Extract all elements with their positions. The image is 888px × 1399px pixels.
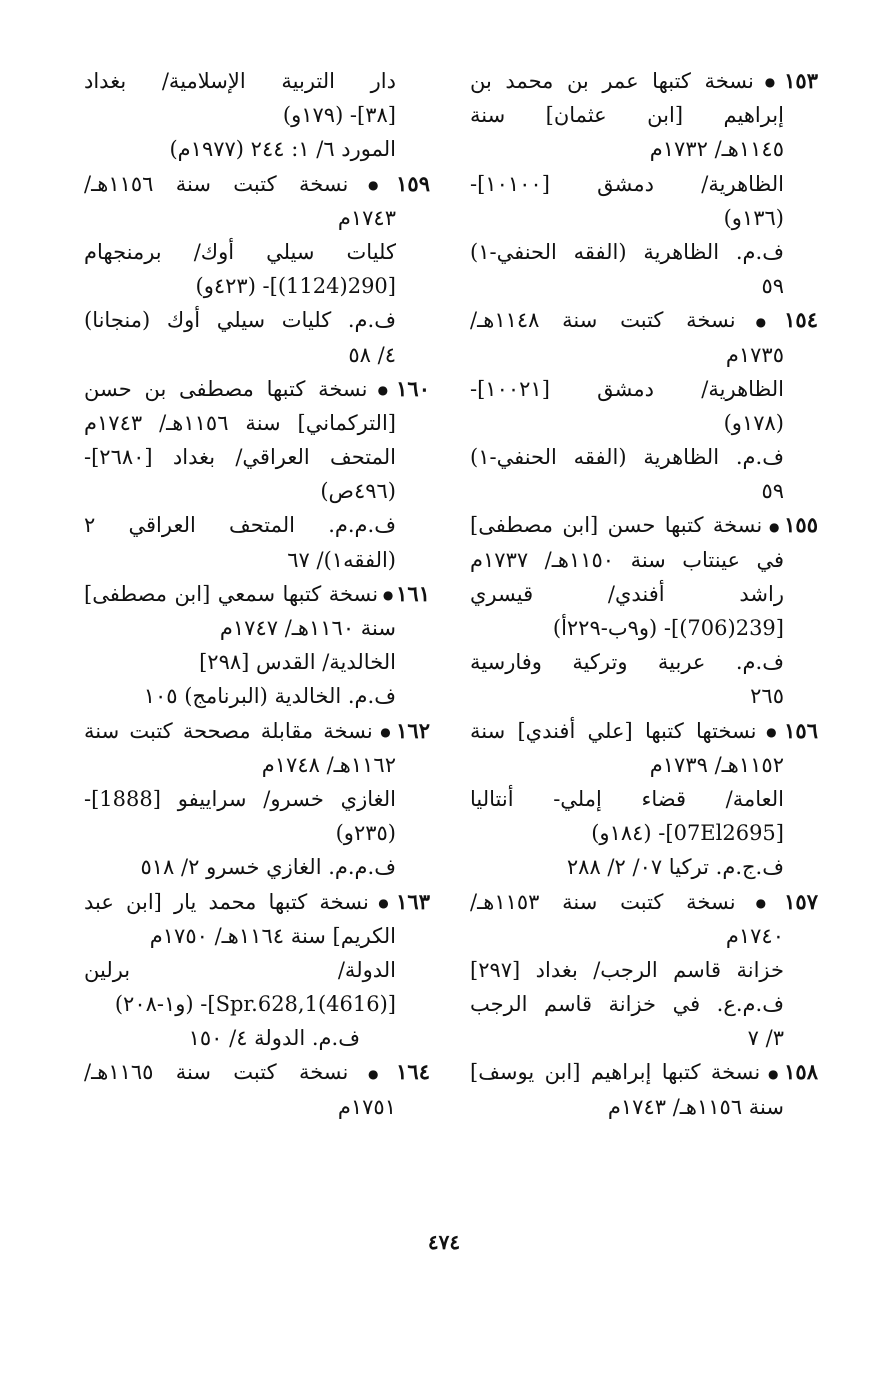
bullet-icon: ● xyxy=(760,724,783,739)
entry-line: العامة/ قضاء إملي- أنتاليا xyxy=(470,786,784,811)
bullet-icon: ● xyxy=(764,1066,783,1081)
entry-line: الدولة/ برلين xyxy=(84,957,396,982)
bullet-icon: ● xyxy=(739,314,783,329)
entry-line: (١٣٦و) xyxy=(723,205,784,230)
entry-line: ٤/ ٥٨ xyxy=(348,342,396,367)
entry-number: ١٥٦ xyxy=(784,717,818,743)
entry-line: ف.م. كليات سيلي أوك (منجانا) xyxy=(84,308,396,333)
entry-number: ١٥٧ xyxy=(784,888,818,914)
entry-number: ١٥٥ xyxy=(784,512,818,538)
entry-line: في عينتاب سنة ١١٥٠هـ/ ١٧٣٧م xyxy=(470,547,785,572)
bullet-icon: ● xyxy=(372,895,395,910)
entry-159 xyxy=(84,167,430,372)
entry-line: كليات سيلي أوك/ برمنجهام xyxy=(84,239,396,264)
entry-line: إبراهيم [ابن عثمان] سنة xyxy=(470,103,784,128)
entry-head-line xyxy=(470,64,818,98)
entry-text: نسخة كتبت سنة ١١٥٣هـ/ xyxy=(470,889,736,914)
bullet-icon: ● xyxy=(352,177,395,192)
entry-number: ١٥٩ xyxy=(396,170,430,196)
entry-text: نسخة كتبت سنة ١١٦٥هـ/ xyxy=(84,1060,349,1085)
entry-line: المورد ٦/ ١: ٢٤٤ (١٩٧٧م) xyxy=(169,137,396,162)
bullet-icon: ● xyxy=(371,383,395,398)
entry-line: [٣٨]- (١٧٩و) xyxy=(282,103,396,128)
entry-line: ٥٩ xyxy=(761,274,784,299)
entry-head-line xyxy=(84,372,430,406)
entry-text: نسخة كتبها عمر بن محمد بن xyxy=(470,69,754,93)
entry-line: ٢٦٥ xyxy=(750,684,784,709)
entry-line: ف.م.ع. في خزانة قاسم الرجب xyxy=(470,992,784,1017)
entry-line: خزانة قاسم الرجب/ بغداد [٢٩٧] xyxy=(470,957,784,982)
entry-line: ف.م. عربية وتركية وفارسية xyxy=(470,650,784,675)
entry-line: [290(1124)]- (٤٢٣و) xyxy=(195,274,396,299)
entry-line: ف.م.م. المتحف العراقي ٢ xyxy=(84,513,396,538)
entry-158 xyxy=(470,1055,818,1123)
entry-157 xyxy=(470,885,818,1056)
entry-line: الظاهرية/ دمشق [١٠٠٢١]- xyxy=(470,376,784,401)
entry-line: (٢٣٥و) xyxy=(335,821,396,846)
entry-line: ١١٦٢هـ/ ١٧٤٨م xyxy=(261,752,396,777)
entry-line: ف.م. الظاهرية (الفقه الحنفي-١) xyxy=(470,445,784,470)
entry-continuation xyxy=(84,64,430,167)
entry-number: ١٥٤ xyxy=(784,307,818,333)
entry-number: ١٦٣ xyxy=(396,888,430,914)
entry-text: نسختها كتبها [علي أفندي] سنة xyxy=(470,718,757,743)
entry-text: نسخة كتبها محمد يار [ابن عبد xyxy=(84,889,369,914)
entry-line: [239(706)]- (و٩ب-٢٢٩أ) xyxy=(552,616,784,640)
entry-line: (١٧٨و) xyxy=(723,410,784,435)
entry-161 xyxy=(84,577,430,714)
entry-154 xyxy=(470,303,818,508)
entry-164 xyxy=(84,1055,430,1123)
entry-text: نسخة مقابلة مصححة كتبت سنة xyxy=(84,718,373,743)
entry-text: نسخة كتبها سمعي [ابن مصطفى] xyxy=(84,581,379,606)
entry-head-line xyxy=(84,885,430,919)
entry-line: الخالدية/ القدس [٢٩٨] xyxy=(199,650,396,675)
entry-head-line xyxy=(470,303,818,337)
right-column xyxy=(470,64,818,1124)
entry-line: [(4616)Spr.628,1]- (و١-٢٠٨) xyxy=(114,992,396,1017)
entry-153 xyxy=(470,64,818,303)
entry-line: راشد أفندي/ قيسري xyxy=(470,581,784,606)
bullet-icon: ● xyxy=(352,1066,395,1081)
entry-line: الكريم] سنة ١١٦٤هـ/ ١٧٥٠م xyxy=(149,923,396,948)
entry-number: ١٥٣ xyxy=(784,68,818,93)
entry-line: (الفقه١)/ ٦٧ xyxy=(287,547,396,572)
entry-line: ف.م.م. الغازي خسرو ٢/ ٥١٨ xyxy=(140,855,396,880)
entry-text: نسخة كتبها إبراهيم [ابن يوسف] xyxy=(470,1060,761,1085)
entry-155 xyxy=(470,508,818,713)
bullet-icon: ● xyxy=(757,75,783,90)
entry-line: ١٧٣٥م xyxy=(725,342,784,367)
entry-line: سنة ١١٦٠هـ/ ١٧٤٧م xyxy=(219,616,396,640)
entry-head-line xyxy=(84,167,430,201)
entry-text: نسخة كتبها حسن [ابن مصطفى] xyxy=(470,513,763,538)
entry-line: ٥٩ xyxy=(761,479,784,504)
entry-line: الظاهرية/ دمشق [١٠١٠٠]- xyxy=(470,171,784,196)
entry-line: سنة ١١٥٦هـ/ ١٧٤٣م xyxy=(607,1094,784,1119)
bullet-icon: ● xyxy=(766,519,783,534)
bullet-icon: ● xyxy=(382,588,395,603)
entry-line: [التركماني] سنة ١١٥٦هـ/ ١٧٤٣م xyxy=(84,410,396,435)
entry-number: ١٥٨ xyxy=(784,1059,818,1085)
left-column xyxy=(84,64,430,1124)
entry-line: ١١٥٢هـ/ ١٧٣٩م xyxy=(649,752,784,777)
entry-line: ف.م. الدولة ٤/ ١٥٠ xyxy=(188,1026,360,1051)
entry-line: الغازي خسرو/ سراييفو [1888]- xyxy=(84,786,396,811)
entry-head-line xyxy=(84,577,430,611)
entry-number: ١٦٤ xyxy=(396,1059,430,1085)
entry-160 xyxy=(84,372,430,577)
entry-line: ١١٤٥هـ/ ١٧٣٢م xyxy=(649,137,784,162)
entry-number: ١٦٢ xyxy=(396,717,430,743)
entry-line: دار التربية الإسلامية/ بغداد xyxy=(84,69,396,93)
entry-head-line xyxy=(470,1055,818,1089)
entry-line: ف.ج.م. تركيا ٠٧/ ٢/ ٢٨٨ xyxy=(566,855,784,880)
entry-line: ١٧٤٠م xyxy=(725,923,784,948)
entry-head-line xyxy=(470,508,818,542)
entry-head-line xyxy=(84,1055,430,1089)
entry-156 xyxy=(470,714,818,885)
entry-line: (٤٩٦ص) xyxy=(320,479,396,504)
page-number: ٤٧٤ xyxy=(427,1230,461,1254)
entry-line: ف.م. الظاهرية (الفقه الحنفي-١) xyxy=(470,239,784,264)
bullet-icon: ● xyxy=(739,895,783,910)
bullet-icon: ● xyxy=(376,724,395,739)
entry-line: المتحف العراقي/ بغداد [٢٦٨٠]- xyxy=(84,445,396,470)
entry-number: ١٦٠ xyxy=(396,375,430,401)
entry-line: ١٧٤٣م xyxy=(337,205,396,230)
entry-number: ١٦١ xyxy=(396,580,430,606)
entry-head-line xyxy=(470,714,818,748)
entry-text: نسخة كتبها مصطفى بن حسن xyxy=(84,376,368,401)
entry-head-line xyxy=(84,714,430,748)
entry-text: نسخة كتبت سنة ١١٤٨هـ/ xyxy=(470,308,736,333)
entry-162 xyxy=(84,714,430,885)
entry-line: ٣/ ٧ xyxy=(747,1026,784,1051)
entry-line: [07El2695]- (١٨٤و) xyxy=(591,821,784,846)
entry-line: ١٧٥١م xyxy=(337,1094,396,1119)
entry-text: نسخة كتبت سنة ١١٥٦هـ/ xyxy=(84,171,349,196)
entry-163 xyxy=(84,885,430,1056)
entry-line: ف.م. الخالدية (البرنامج) ١٠٥ xyxy=(143,684,396,709)
entry-head-line xyxy=(470,885,818,919)
